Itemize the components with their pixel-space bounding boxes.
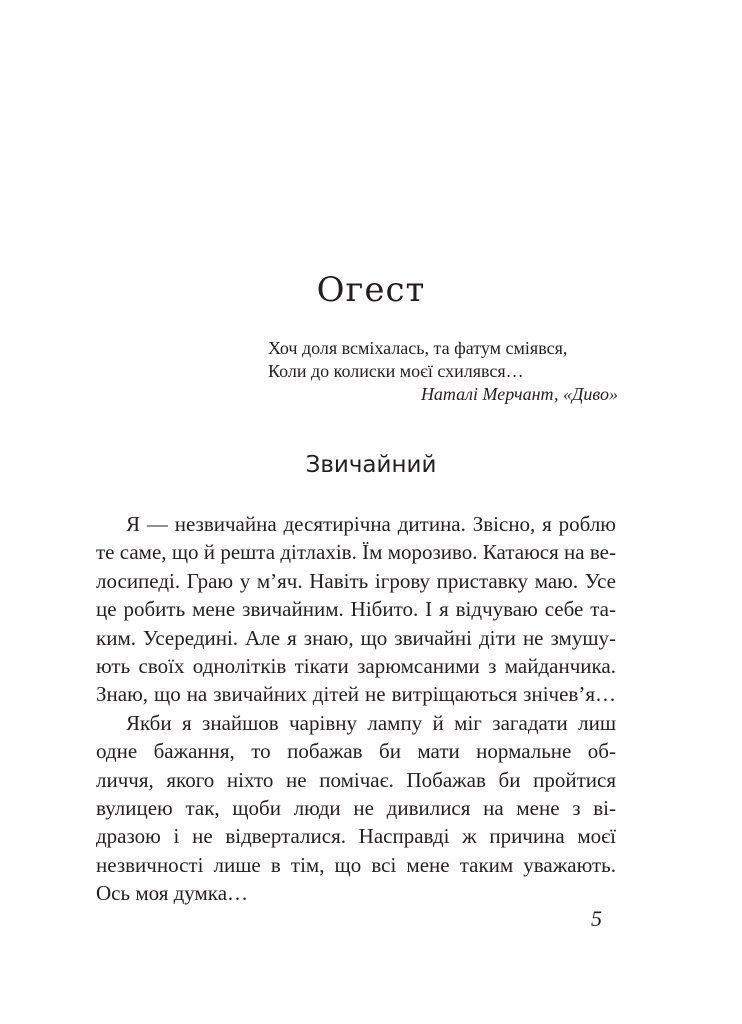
epigraph-line: Хоч доля всміхалась, та фатум сміявся, [268, 338, 568, 358]
text-line: те саме, що й решта дітлахів. Їм морозиво. Катаюся на ве- [96, 540, 616, 565]
epigraph [268, 337, 618, 406]
text-line: дразою і не відверталися. Насправді ж причина моєї [96, 824, 616, 849]
text-line: це робить мене звичайним. Нібито. І я відчуваю себе та- [96, 597, 616, 622]
text-line: одне бажання, то побажав би мати нормальне об- [96, 739, 616, 764]
text-line: ють своїх однолітків тікати зарюмсаними з майданчика. [96, 654, 616, 679]
chapter-title: Звичайний [305, 452, 437, 478]
text-line: личчя, якого ніхто не помічає. Побажав би пройтися [96, 767, 616, 792]
text-line: ким. Усередині. Але я знаю, що звичайні діти не змушу- [96, 625, 616, 650]
epigraph-line: Коли до колиски моєї схилявся… [268, 361, 524, 381]
paragraph [96, 510, 616, 709]
page-number: 5 [591, 906, 602, 931]
paragraph [96, 709, 616, 908]
epigraph-source: Наталі Мерчант, «Диво» [420, 384, 618, 404]
part-title: Огест [316, 270, 426, 310]
text-line: Знаю, що на звичайних дітей не витріщаються знічев’я… [96, 682, 616, 707]
text-line: Я — незвичайна десятирічна дитина. Звісно, я роблю [126, 512, 616, 536]
text-line: вулицею так, щоби люди не дивилися на мене з ві- [96, 796, 616, 821]
text-line: Ось моя думка… [96, 881, 249, 906]
body-text [96, 510, 616, 908]
text-line: лосипеді. Граю у м’яч. Навіть ігрову приставку маю. Усе [96, 568, 616, 593]
text-line: Якби я знайшов чарівну лампу й міг загадати лиш [126, 710, 616, 735]
text-line: незвичності лише в тім, що всі мене таким уважають. [96, 852, 616, 877]
